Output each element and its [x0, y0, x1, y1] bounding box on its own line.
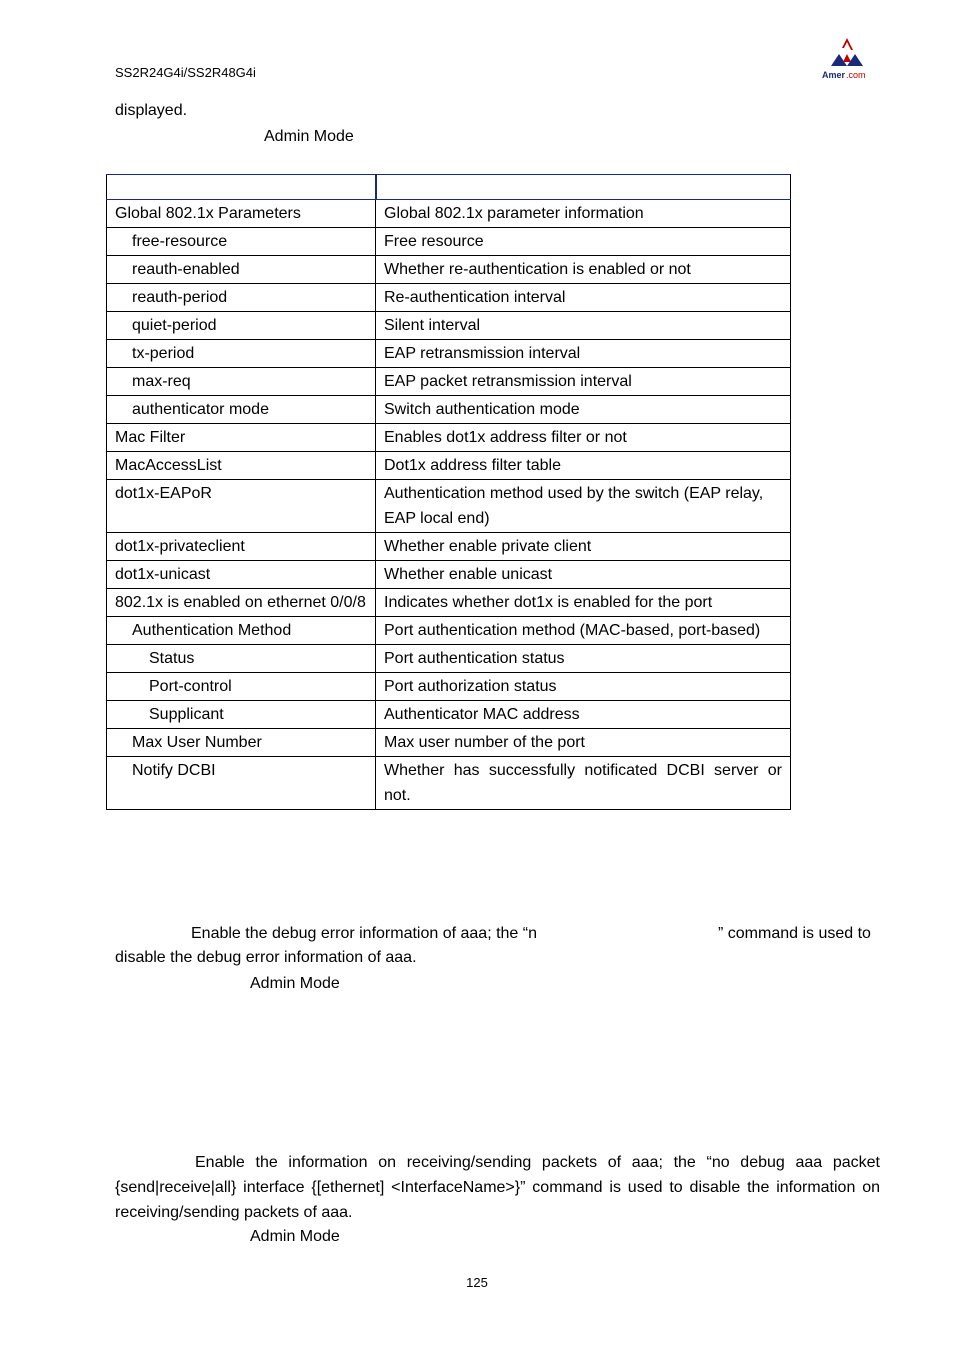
parameter-cell: Supplicant [107, 701, 376, 729]
table-row [107, 452, 791, 480]
page-number: 125 [466, 1275, 488, 1290]
description-cell: Indicates whether dot1x is enabled for the port [376, 589, 791, 617]
table-row [107, 561, 791, 589]
intro-displayed: displayed. [115, 102, 188, 119]
table-row [107, 312, 791, 340]
table-row [107, 480, 791, 533]
table-row [107, 340, 791, 368]
parameter-cell: Mac Filter [107, 424, 376, 452]
header-model: SS2R24G4i/SS2R48G4i [115, 65, 256, 80]
section2-text: Enable the information on receiving/sending packets of aaa; the “no debug aaa packet {send|receive|all} interface {[ethernet] <InterfaceName>}” command is used to disable the information on receiving/sending packets of aaa. [115, 1154, 880, 1221]
table-row [107, 368, 791, 396]
parameter-cell: Global 802.1x Parameters [107, 200, 376, 228]
table-header-row [107, 175, 791, 200]
description-cell: Switch authentication mode [376, 396, 791, 424]
table-header-cell-description [376, 175, 791, 200]
parameter-cell: free-resource [107, 228, 376, 256]
amer-logo [818, 36, 880, 82]
parameter-cell: reauth-period [107, 284, 376, 312]
description-cell: Port authentication status [376, 645, 791, 673]
parameter-cell: Status [107, 645, 376, 673]
svg-text:.com: .com [846, 70, 866, 80]
table-row [107, 589, 791, 617]
intro-mode: Admin Mode [264, 128, 354, 145]
parameter-cell: MacAccessList [107, 452, 376, 480]
description-cell: Port authorization status [376, 673, 791, 701]
parameter-cell: Notify DCBI [107, 757, 376, 810]
table-row [107, 757, 791, 810]
table-row [107, 228, 791, 256]
parameter-cell: dot1x-EAPoR [107, 480, 376, 533]
description-cell: Re-authentication interval [376, 284, 791, 312]
parameter-cell: Max User Number [107, 729, 376, 757]
section1-mode: Admin Mode [250, 975, 340, 992]
table-row [107, 200, 791, 228]
description-cell: Whether enable unicast [376, 561, 791, 589]
table-row [107, 256, 791, 284]
table-row [107, 533, 791, 561]
description-cell: Authentication method used by the switch (EAP relay, EAP local end) [376, 480, 791, 533]
table-header-cell-parameter [107, 175, 376, 200]
parameter-cell: dot1x-privateclient [107, 533, 376, 561]
parameter-cell: dot1x-unicast [107, 561, 376, 589]
description-cell: Port authentication method (MAC-based, port-based) [376, 617, 791, 645]
parameter-cell: quiet-period [107, 312, 376, 340]
description-cell: Max user number of the port [376, 729, 791, 757]
description-cell: Global 802.1x parameter information [376, 200, 791, 228]
section1-text-b: ” command is used to [718, 925, 871, 942]
parameter-cell: Port-control [107, 673, 376, 701]
description-cell: EAP retransmission interval [376, 340, 791, 368]
table-row [107, 701, 791, 729]
description-cell: Whether has successfully notificated DCBI server or not. [376, 757, 791, 810]
table-row [107, 424, 791, 452]
parameter-cell: reauth-enabled [107, 256, 376, 284]
parameter-cell: authenticator mode [107, 396, 376, 424]
parameter-cell: 802.1x is enabled on ethernet 0/0/8 [107, 589, 376, 617]
parameter-cell: tx-period [107, 340, 376, 368]
parameter-cell: Authentication Method [107, 617, 376, 645]
description-cell: Whether re-authentication is enabled or not [376, 256, 791, 284]
table-row [107, 617, 791, 645]
table-row [107, 396, 791, 424]
section1-text-a: Enable the debug error information of aaa; the “n [191, 925, 537, 942]
table-row [107, 645, 791, 673]
section2-mode: Admin Mode [250, 1228, 340, 1245]
description-cell: Free resource [376, 228, 791, 256]
description-cell: Enables dot1x address filter or not [376, 424, 791, 452]
description-cell: EAP packet retransmission interval [376, 368, 791, 396]
table-row [107, 673, 791, 701]
parameter-cell: max-req [107, 368, 376, 396]
svg-text:Amer: Amer [822, 70, 846, 80]
description-cell: Dot1x address filter table [376, 452, 791, 480]
description-cell: Silent interval [376, 312, 791, 340]
parameter-table [106, 174, 791, 810]
description-cell: Authenticator MAC address [376, 701, 791, 729]
table-row [107, 729, 791, 757]
table-row [107, 284, 791, 312]
description-cell: Whether enable private client [376, 533, 791, 561]
section1-text-c: disable the debug error information of aaa. [115, 949, 417, 966]
